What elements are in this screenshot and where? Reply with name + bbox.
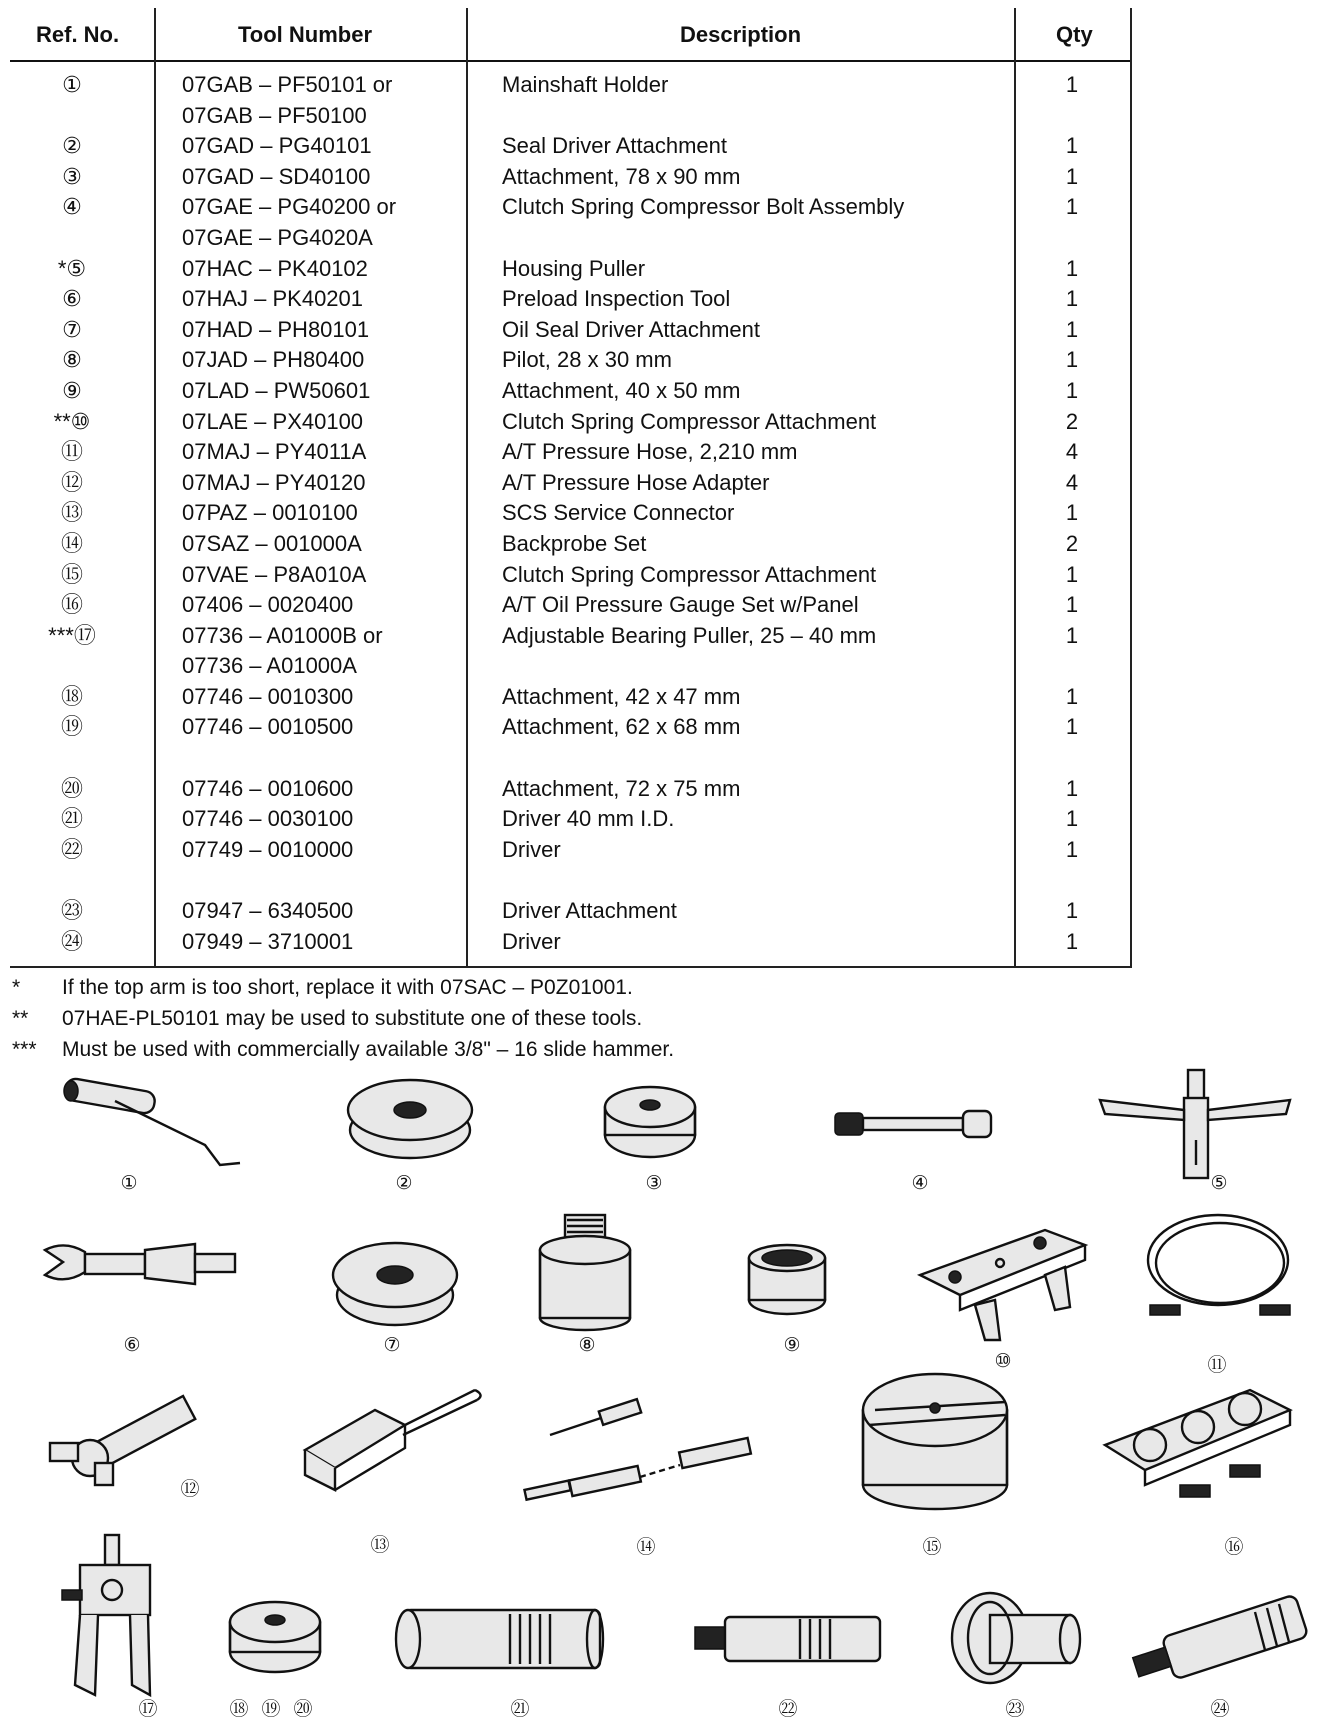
- figure-label: ㉔: [1210, 1699, 1230, 1720]
- tool-number: 07736 – A01000B or: [182, 622, 383, 648]
- preload-inspection-tool-illustration: [45, 1230, 245, 1310]
- tool-description: Attachment, 72 x 75 mm: [502, 775, 741, 801]
- ref-number: ⑥: [62, 286, 82, 312]
- tool-number: 07746 – 0010600: [182, 775, 354, 801]
- figure-label: ⑳: [293, 1699, 313, 1720]
- table-bottom-rule: [10, 966, 1132, 968]
- tool-description: SCS Service Connector: [502, 500, 735, 526]
- tool-description: Attachment, 62 x 68 mm: [502, 714, 741, 740]
- table-row: [10, 407, 1132, 438]
- figure-label: ⑩: [994, 1351, 1012, 1372]
- figure-label: ⑯: [1224, 1537, 1244, 1558]
- ref-number: ⑯: [60, 592, 83, 618]
- tool-number: 07JAD – PH80400: [182, 347, 365, 373]
- table-row: [10, 621, 1132, 652]
- pilot-illustration: [535, 1210, 635, 1335]
- quantity: 2: [1065, 530, 1079, 556]
- table-row: [10, 315, 1132, 346]
- quantity: 1: [1065, 622, 1079, 648]
- table-row: [10, 896, 1132, 927]
- table-row: [10, 376, 1132, 407]
- table-row: [10, 254, 1132, 285]
- figure-label: ③: [645, 1173, 663, 1194]
- figure-label: ④: [911, 1173, 929, 1194]
- gauge-set-panel-illustration: [1100, 1385, 1295, 1515]
- figure-label: ②: [395, 1173, 413, 1194]
- oil-seal-driver-attachment-illustration: [330, 1235, 460, 1330]
- tool-number: 07LAD – PW50601: [182, 377, 371, 403]
- ref-number: ⑳: [60, 775, 83, 801]
- quantity: 1: [1065, 592, 1079, 618]
- footnote-mark: *: [12, 976, 21, 999]
- figure-label: ①: [120, 1173, 138, 1194]
- table-row: [10, 927, 1132, 958]
- tool-number: 07LAE – PX40100: [182, 408, 364, 434]
- table-row: [10, 529, 1132, 560]
- tool-description: Preload Inspection Tool: [502, 286, 731, 312]
- tool-description: Driver: [502, 928, 561, 954]
- clutch-spring-compressor-attachment-illustration: [915, 1215, 1090, 1345]
- ref-number: ③: [62, 163, 82, 189]
- ref-number: ⑱: [60, 683, 83, 709]
- tool-description: Driver 40 mm I.D.: [502, 806, 675, 832]
- tool-description: Housing Puller: [502, 255, 646, 281]
- ref-number: ㉔: [60, 928, 83, 954]
- pressure-hose-adapter-illustration: [45, 1378, 215, 1488]
- quantity: 1: [1065, 194, 1079, 220]
- figure-label: ⑭: [636, 1537, 656, 1558]
- quantity: 1: [1065, 898, 1079, 924]
- ref-number: *⑤: [57, 255, 87, 281]
- footnote-text: If the top arm is too short, replace it with 07SAC – P0Z01001.: [62, 976, 633, 999]
- mainshaft-holder-illustration: [55, 1075, 255, 1165]
- tool-description: Driver: [502, 836, 561, 862]
- tool-description: Pilot, 28 x 30 mm: [502, 347, 672, 373]
- tool-number: 07GAD – PG40101: [182, 133, 372, 159]
- figure-label: ㉑: [510, 1699, 530, 1720]
- ref-number: **⑩: [53, 408, 91, 434]
- figure-label: ㉓: [1005, 1699, 1025, 1720]
- table-row: [10, 804, 1132, 835]
- footnote-text: Must be used with commercially available 3/8" – 16 slide hammer.: [62, 1038, 675, 1061]
- table-row: [10, 192, 1132, 223]
- tool-number: 07947 – 6340500: [182, 898, 354, 924]
- housing-puller-illustration: [1100, 1060, 1300, 1190]
- figure-label: ⑦: [383, 1335, 401, 1356]
- row-spacer: [10, 743, 1132, 774]
- ref-number: ②: [62, 133, 82, 159]
- row-spacer: [10, 865, 1132, 896]
- footnote-text: 07HAE-PL50101 may be used to substitute one of these tools.: [62, 1007, 643, 1030]
- driver-handle-illustration: [1135, 1590, 1315, 1690]
- table-row: [10, 651, 1132, 682]
- ref-number: ⑭: [60, 530, 83, 556]
- tool-number: 07746 – 0030100: [182, 806, 354, 832]
- tool-number: 07749 – 0010000: [182, 836, 354, 862]
- tool-number: 07MAJ – PY40120: [182, 469, 366, 495]
- tool-description: Attachment, 78 x 90 mm: [502, 163, 741, 189]
- quantity: 1: [1065, 775, 1079, 801]
- footnote-mark: **: [12, 1007, 29, 1030]
- header-qty: Qty: [1056, 22, 1093, 47]
- tool-description: Oil Seal Driver Attachment: [502, 316, 760, 342]
- quantity: 1: [1065, 928, 1079, 954]
- ref-number: ⑲: [60, 714, 83, 740]
- table-row: [10, 284, 1132, 315]
- scs-service-connector-illustration: [295, 1380, 485, 1490]
- figure-label: ⑨: [783, 1335, 801, 1356]
- tool-number: 07GAB – PF50101 or: [182, 72, 393, 97]
- quantity: 1: [1065, 347, 1079, 373]
- table-row: [10, 560, 1132, 591]
- table-row: [10, 223, 1132, 254]
- table-row: [10, 590, 1132, 621]
- figure-label: ⑪: [1207, 1355, 1227, 1376]
- quantity: 1: [1065, 255, 1079, 281]
- ref-number: ⑬: [60, 500, 83, 526]
- clutch-spring-bolt-illustration: [835, 1105, 995, 1145]
- tool-number: 07VAE – P8A010A: [182, 561, 367, 587]
- quantity: 1: [1065, 500, 1079, 526]
- quantity: 4: [1065, 469, 1079, 495]
- tool-number: 07PAZ – 0010100: [182, 500, 358, 526]
- quantity: 1: [1065, 377, 1079, 403]
- ref-number: ⑧: [62, 347, 82, 373]
- figure-label: ⑧: [578, 1335, 596, 1356]
- table-row: [10, 101, 1132, 132]
- driver-40mm-illustration: [390, 1600, 615, 1680]
- header-ref-no: Ref. No.: [36, 22, 120, 47]
- header-description: Description: [680, 22, 802, 47]
- table-row: [10, 345, 1132, 376]
- ref-number: ⑮: [60, 561, 83, 587]
- table-row: [10, 774, 1132, 805]
- figure-label: ⑰: [138, 1699, 158, 1720]
- tool-number: 07HAC – PK40102: [182, 255, 368, 281]
- tool-number: 07GAE – PG40200 or: [182, 194, 397, 220]
- quantity: 1: [1065, 806, 1079, 832]
- ref-number: ㉑: [60, 806, 83, 832]
- ref-number: ㉒: [60, 836, 83, 862]
- figure-label: ⑤: [1210, 1173, 1228, 1194]
- tools-table-header: [10, 8, 1132, 62]
- attachment-78x90-illustration: [600, 1075, 700, 1165]
- tool-description: Clutch Spring Compressor Bolt Assembly: [502, 194, 905, 220]
- tool-number: 07746 – 0010300: [182, 683, 354, 709]
- ref-number: ㉓: [60, 898, 83, 924]
- tool-number: 07HAJ – PK40201: [182, 286, 364, 312]
- tool-description: A/T Pressure Hose Adapter: [502, 469, 770, 495]
- quantity: 1: [1065, 316, 1079, 342]
- footnote-mark: ***: [12, 1038, 37, 1061]
- table-row: [10, 835, 1132, 866]
- quantity: 1: [1065, 683, 1079, 709]
- table-row: [10, 162, 1132, 193]
- tool-description: Attachment, 42 x 47 mm: [502, 683, 741, 709]
- tool-number: 07HAD – PH80101: [182, 316, 370, 342]
- table-row: [10, 712, 1132, 743]
- table-row: [10, 437, 1132, 468]
- attachment-40x50-illustration: [745, 1240, 830, 1320]
- tool-description: Driver Attachment: [502, 898, 677, 924]
- quantity: 4: [1065, 439, 1079, 465]
- tool-number: 07GAE – PG4020A: [182, 224, 373, 250]
- attachment-small-illustration: [225, 1590, 325, 1680]
- quantity: 2: [1065, 408, 1079, 434]
- ref-number: ①: [62, 72, 82, 97]
- tool-description: A/T Pressure Hose, 2,210 mm: [502, 439, 798, 465]
- table-row: [10, 468, 1132, 499]
- tool-number: 07406 – 0020400: [182, 592, 354, 618]
- bearing-puller-illustration: [50, 1535, 160, 1700]
- quantity: 1: [1065, 714, 1079, 740]
- figure-label: ⑥: [123, 1335, 141, 1356]
- tool-number: 07GAB – PF50100: [182, 102, 367, 128]
- ref-number: ④: [62, 194, 82, 220]
- backprobe-set-illustration: [520, 1385, 765, 1505]
- driver-attachment-illustration: [945, 1590, 1085, 1690]
- tools-table-body: [10, 70, 1132, 957]
- pressure-hose-illustration: [1140, 1205, 1300, 1335]
- tool-description: Clutch Spring Compressor Attachment: [502, 561, 877, 587]
- table-row: [10, 131, 1132, 162]
- tool-number: 07736 – A01000A: [182, 653, 357, 679]
- tool-description: Attachment, 40 x 50 mm: [502, 377, 741, 403]
- figure-label: ⑮: [922, 1537, 942, 1558]
- ref-number: ⑫: [60, 469, 83, 495]
- table-row: [10, 70, 1132, 101]
- figure-label: ⑱: [229, 1699, 249, 1720]
- seal-driver-attachment-illustration: [345, 1075, 475, 1165]
- table-row: [10, 498, 1132, 529]
- quantity: 1: [1065, 72, 1079, 97]
- tool-description: Clutch Spring Compressor Attachment: [502, 408, 877, 434]
- quantity: 1: [1065, 836, 1079, 862]
- figure-label: ⑬: [370, 1535, 390, 1556]
- driver-illustration: [690, 1605, 890, 1675]
- tool-number: 07949 – 3710001: [182, 928, 354, 954]
- quantity: 1: [1065, 286, 1079, 312]
- table-row: [10, 682, 1132, 713]
- spring-compressor-drum-illustration: [855, 1370, 1015, 1515]
- header-tool-number: Tool Number: [238, 22, 373, 47]
- tool-number: 07MAJ – PY4011A: [182, 439, 367, 465]
- quantity: 1: [1065, 163, 1079, 189]
- quantity: 1: [1065, 561, 1079, 587]
- quantity: 1: [1065, 133, 1079, 159]
- tool-description: Seal Driver Attachment: [502, 133, 727, 159]
- ref-number: ***⑰: [48, 622, 96, 648]
- tool-number: 07SAZ – 001000A: [182, 530, 362, 556]
- tool-description: Mainshaft Holder: [502, 72, 669, 97]
- figure-label: ⑫: [180, 1479, 200, 1500]
- tool-description: Adjustable Bearing Puller, 25 – 40 mm: [502, 622, 877, 648]
- header-row: [10, 8, 1132, 62]
- tool-number: 07GAD – SD40100: [182, 163, 371, 189]
- figure-label: ⑲: [261, 1699, 281, 1720]
- ref-number: ⑨: [62, 377, 82, 403]
- tool-number: 07746 – 0010500: [182, 714, 354, 740]
- tool-description: A/T Oil Pressure Gauge Set w/Panel: [502, 592, 859, 618]
- tool-description: Backprobe Set: [502, 530, 647, 556]
- ref-number: ⑦: [62, 316, 82, 342]
- ref-number: ⑪: [60, 439, 83, 465]
- figure-label: ㉒: [778, 1699, 798, 1720]
